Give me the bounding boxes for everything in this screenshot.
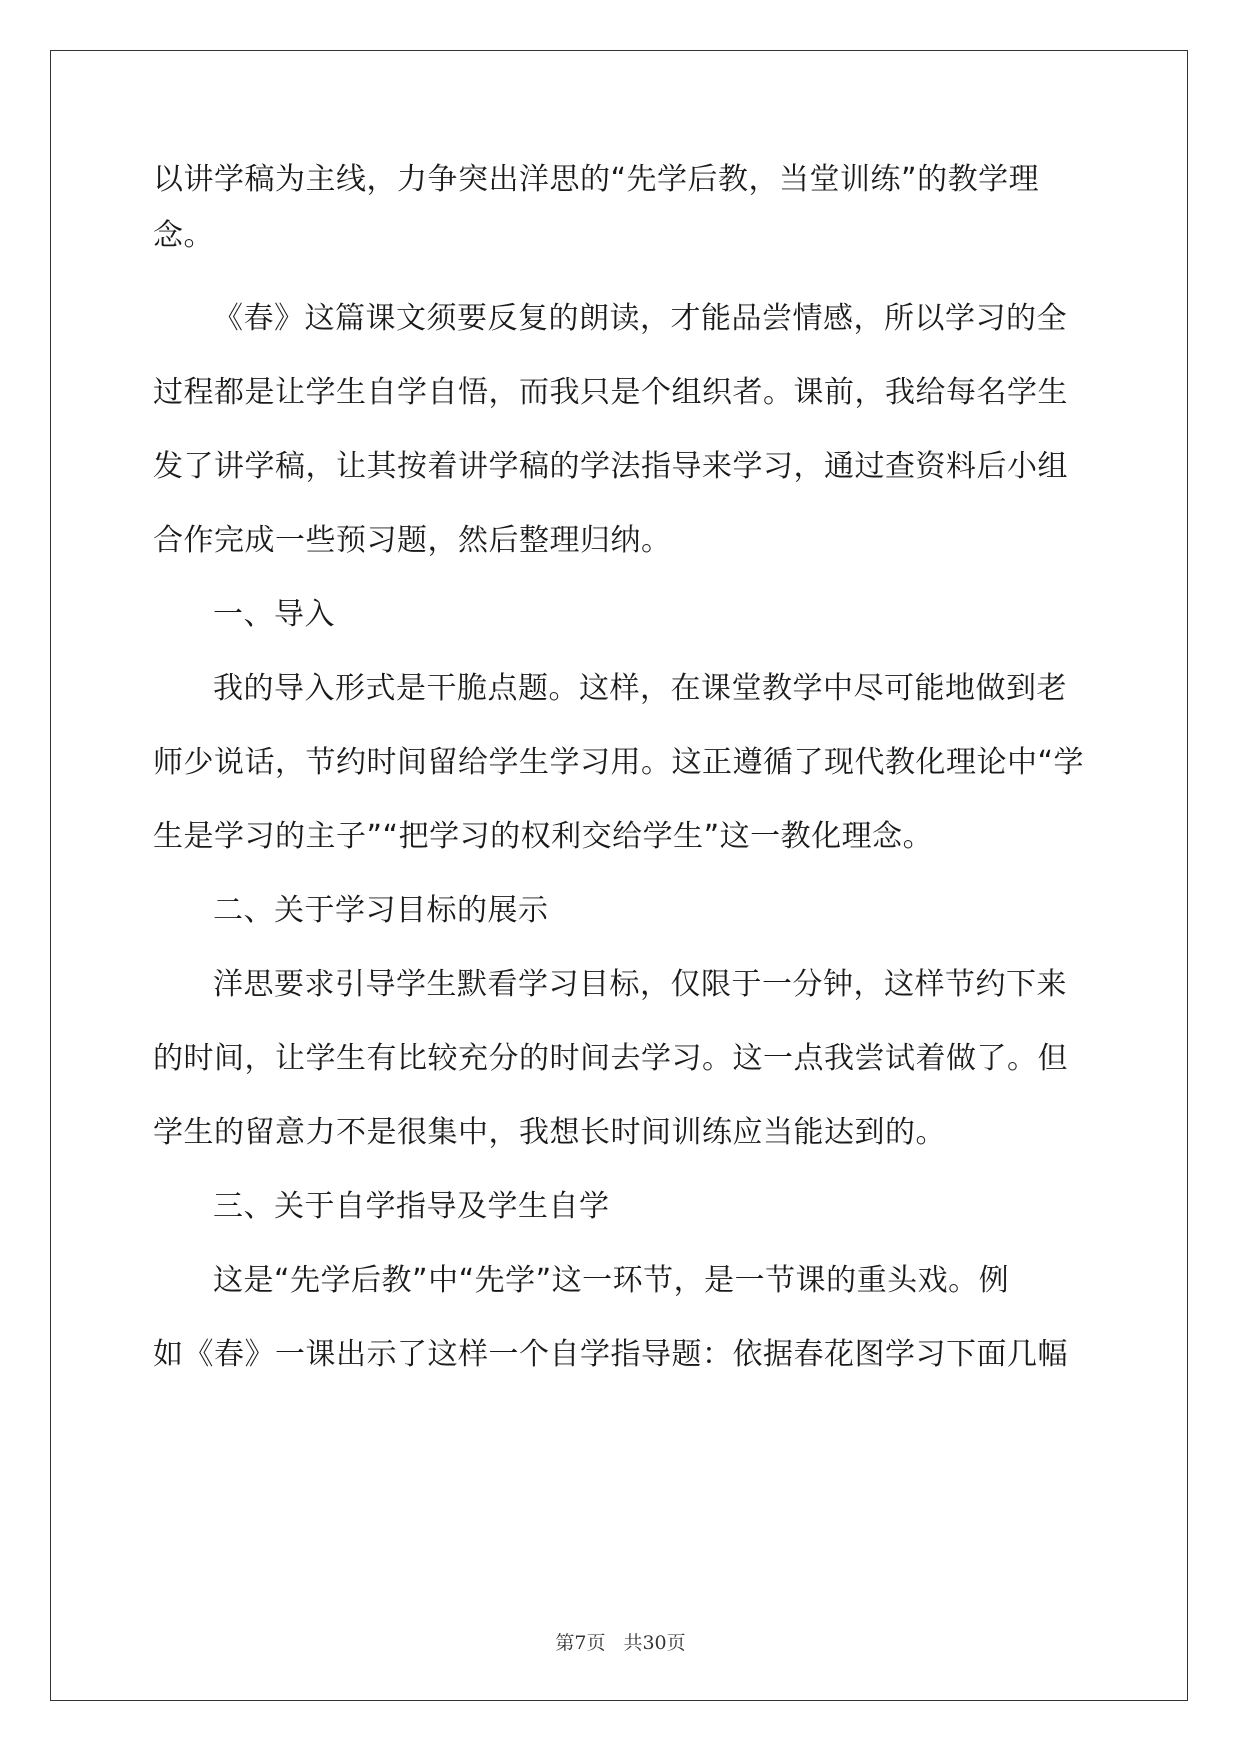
- page-number: 第7页: [555, 1632, 606, 1654]
- text-line: 《春》这篇课文须要反复的朗读，才能品尝情感，所以学习的全: [213, 301, 1067, 336]
- section-heading: 三、关于自学指导及学生自学: [213, 1189, 610, 1224]
- text-line: 师少说话，节约时间留给学生学习用。这正遵循了现代教化理论中“学: [153, 745, 1085, 780]
- page-total: 共30页: [623, 1632, 686, 1654]
- text-line: 的时间，让学生有比较充分的时间去学习。这一点我尝试着做了。但: [153, 1041, 1068, 1076]
- text-line: 生是学习的主子”“把学习的权利交给学生”这一教化理念。: [153, 819, 934, 854]
- text-line: 以讲学稿为主线，力争突出洋思的“先学后教，当堂训练”的教学理: [153, 162, 1040, 197]
- section-heading: 二、关于学习目标的展示: [213, 893, 549, 928]
- text-line: 念。: [153, 218, 214, 253]
- text-line: 过程都是让学生自学自悟，而我只是个组织者。课前，我给每名学生: [153, 375, 1068, 410]
- text-line: 发了讲学稿，让其按着讲学稿的学法指导来学习，通过查资料后小组: [153, 449, 1068, 484]
- section-heading: 一、导入: [213, 597, 335, 632]
- text-line: 洋思要求引导学生默看学习目标，仅限于一分钟，这样节约下来: [213, 967, 1067, 1002]
- text-line: 我的导入形式是干脆点题。这样，在课堂教学中尽可能地做到老: [213, 671, 1067, 706]
- text-line: 合作完成一些预习题，然后整理归纳。: [153, 523, 672, 558]
- text-line: 这是“先学后教”中“先学”这一环节，是一节课的重头戏。例: [213, 1263, 1010, 1298]
- text-line: 学生的留意力不是很集中，我想长时间训练应当能达到的。: [153, 1115, 946, 1150]
- page-border: [50, 50, 1188, 1701]
- text-line: 如《春》一课出示了这样一个自学指导题：依据春花图学习下面几幅: [153, 1337, 1068, 1372]
- page-footer: [0, 1628, 1241, 1655]
